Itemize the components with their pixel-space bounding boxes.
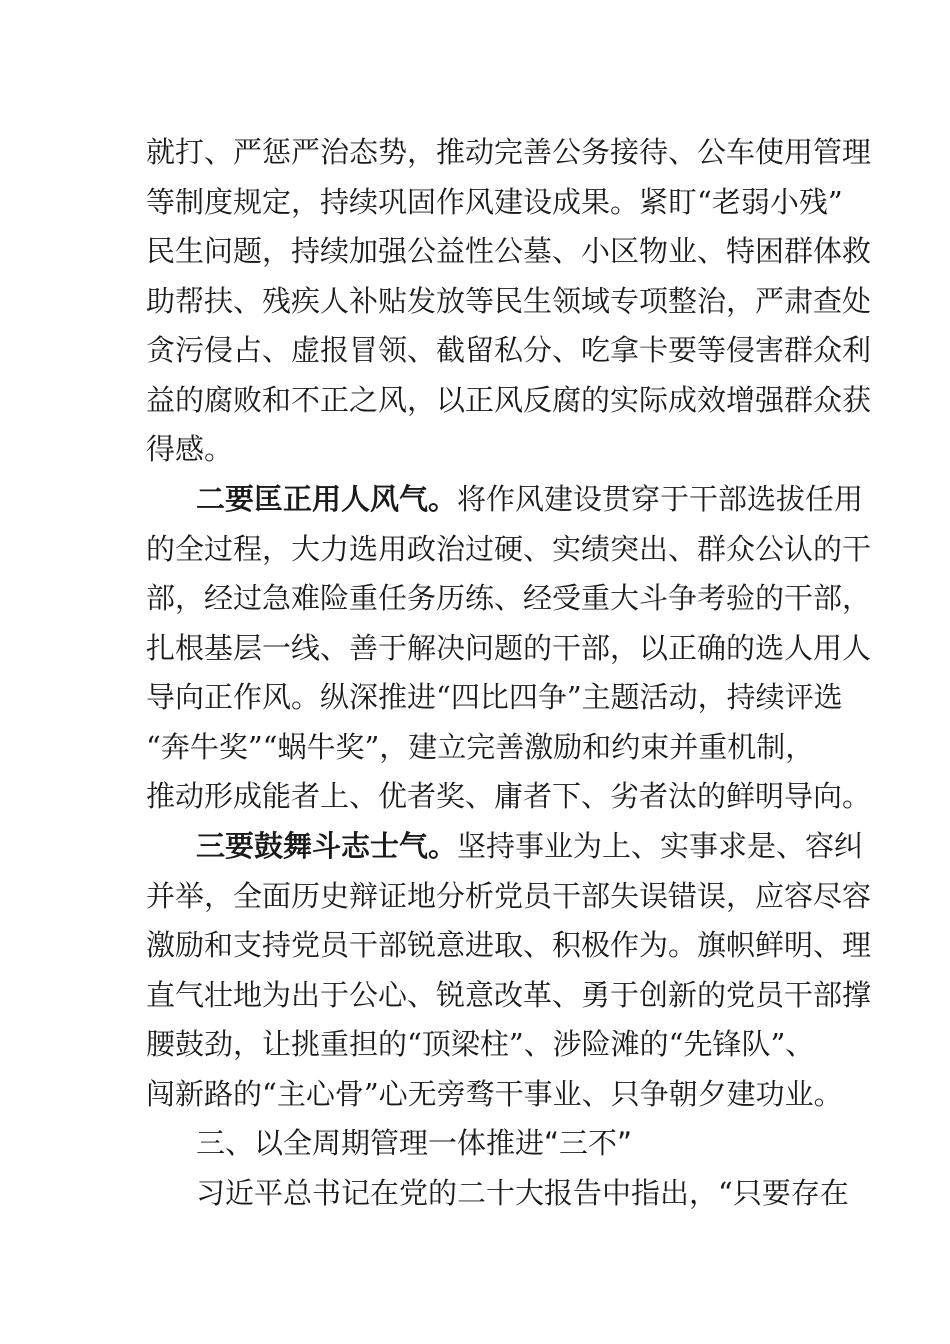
paragraph-1-line-5: 贪污侵占、虚报冒领、截留私分、吃拿卡要等侵害群众利 [146, 333, 872, 367]
paragraph-2-first-line [196, 479, 864, 519]
paragraph-2-line-2: 的全过程，大力选用政治过硬、实绩突出、群众公认的干 [146, 532, 872, 566]
paragraph-3-line-3: 激励和支持党员干部锐意进取、积极作为。旗帜鲜明、理 [146, 928, 872, 962]
paragraph-2-lead: 二要匡正用人风气。 [196, 482, 458, 516]
paragraph-3-line-2: 并举，全面历史辩证地分析党员干部失误错误，应容尽容 [146, 879, 872, 913]
paragraph-2-line-4: 扎根基层一线、善于解决问题的干部，以正确的选人用人 [146, 631, 872, 665]
paragraph-3-line-4: 直气壮地为出于公心、锐意改革、勇于创新的党员干部撑 [146, 978, 872, 1012]
paragraph-1-line-1: 就打、严惩严治态势，推动完善公务接待、公车使用管理 [146, 135, 872, 169]
paragraph-1-line-2: 等制度规定，持续巩固作风建设成果。紧盯“老弱小残” [146, 185, 843, 219]
paragraph-4-first-line: 习近平总书记在党的二十大报告中指出，“只要存在 [196, 1176, 849, 1210]
paragraph-1-line-4: 助帮扶、残疾人补贴发放等民生领域专项整治，严肃查处 [146, 284, 872, 318]
paragraph-1-line-6: 益的腐败和不正之风，以正风反腐的实际成效增强群众获 [146, 383, 872, 417]
paragraph-3-line-6: 闯新路的“主心骨”心无旁骛干事业、只争朝夕建功业。 [146, 1077, 843, 1111]
paragraph-2-line-7: 推动形成能者上、优者奖、庸者下、劣者汰的鲜明导向。 [146, 779, 872, 813]
paragraph-1-line-3: 民生问题，持续加强公益性公墓、小区物业、特困群体救 [146, 234, 872, 268]
paragraph-1-line-7: 得感。 [146, 432, 234, 466]
paragraph-2-line-6: “奔牛奖”“蜗牛奖”，建立完善激励和约束并重机制， [146, 730, 815, 764]
paragraph-2-first-rest: 将作风建设贯穿于干部选拔任用 [457, 482, 864, 516]
paragraph-2-line-5: 导向正作风。纵深推进“四比四争”主题活动，持续评选 [146, 680, 843, 714]
paragraph-3-line-5: 腰鼓劲，让挑重担的“顶梁柱”、涉险滩的“先锋队”、 [146, 1027, 815, 1061]
paragraph-2-line-3: 部，经过急难险重任务历练、经受重大斗争考验的干部， [146, 581, 872, 615]
section-heading: 三、以全周期管理一体推进“三不” [196, 1126, 633, 1160]
paragraph-3-lead: 三要鼓舞斗志士气。 [196, 829, 458, 863]
paragraph-3-first-rest: 坚持事业为上、实事求是、容纠 [457, 829, 864, 863]
paragraph-3-first-line [196, 826, 864, 866]
